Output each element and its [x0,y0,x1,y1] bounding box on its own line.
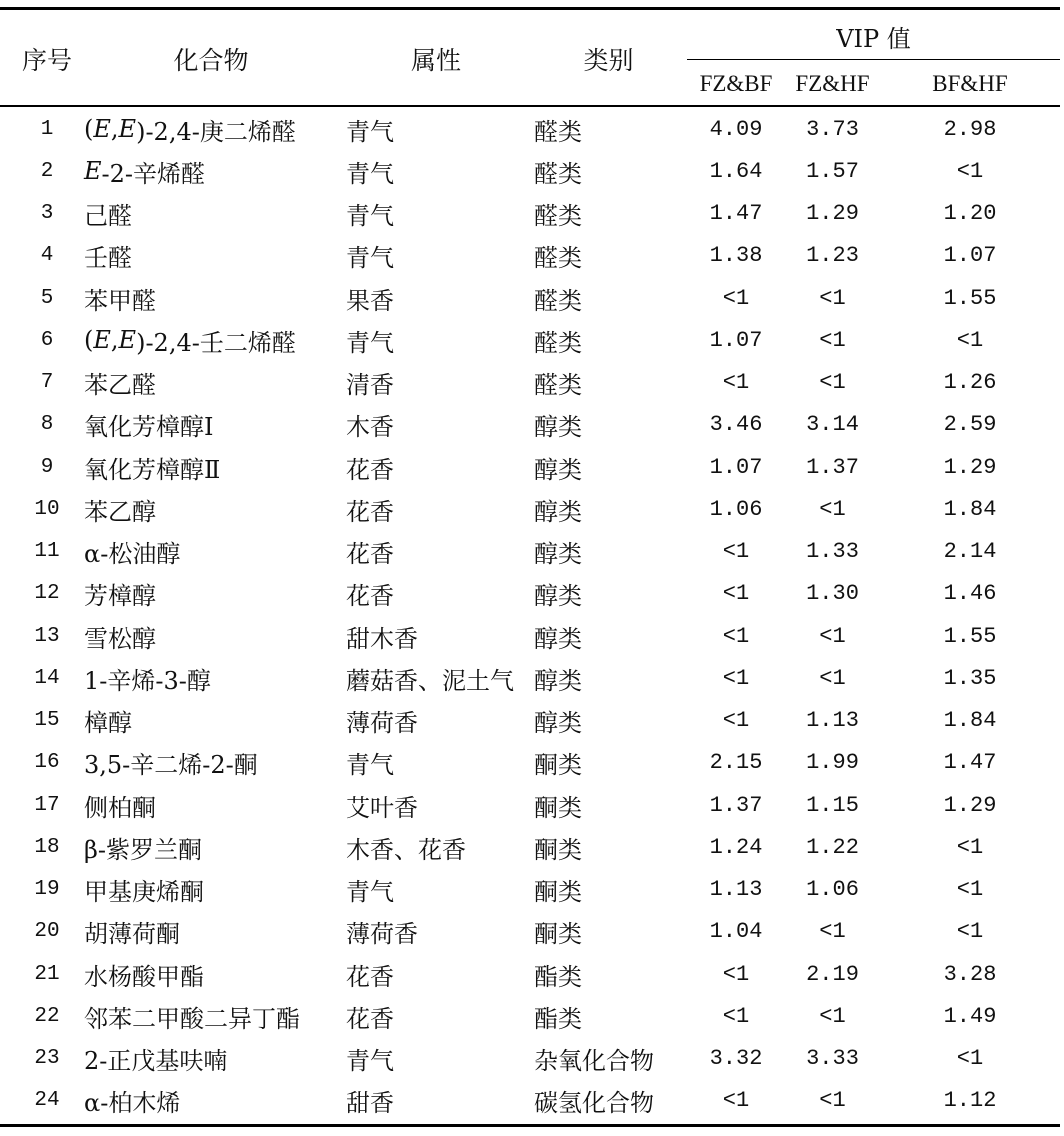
cell-attribute: 花香 [346,497,394,526]
cell-category: 醇类 [534,624,582,653]
cell-compound: 胡薄荷酮 [84,920,180,949]
table-row [0,1038,1060,1080]
header-fz-bf: FZ&BF [699,70,773,96]
cell-attribute: 花香 [346,962,394,991]
header-compound: 化合物 [173,45,249,75]
table-row [0,657,1060,699]
cell-vip-fz-bf: <1 [722,370,750,396]
cell-no: 19 [34,878,60,902]
cell-attribute: 青气 [346,159,394,188]
cell-vip-bf-hf: 1.35 [943,665,997,691]
cell-vip-fz-bf: 2.15 [709,750,763,776]
cell-attribute: 木香、花香 [346,835,466,864]
cell-category: 碳氢化合物 [534,1089,654,1118]
cell-compound: 己醛 [84,202,132,231]
cell-vip-fz-hf: 1.06 [806,877,859,903]
cell-compound: 甲基庚烯酮 [84,878,204,907]
cell-attribute: 青气 [346,1047,394,1076]
cell-vip-fz-hf: 3.14 [806,412,859,438]
table-row [0,531,1060,573]
table-row [0,826,1060,868]
cell-attribute: 薄荷香 [346,920,418,949]
cell-vip-bf-hf: <1 [956,919,984,945]
table-row [0,319,1060,361]
cell-attribute: 甜香 [346,1089,394,1118]
cell-vip-fz-hf: 1.37 [806,454,859,480]
cell-no: 11 [34,540,60,564]
cell-no: 3 [40,202,54,226]
cell-vip-fz-hf: <1 [819,285,846,311]
cell-category: 酮类 [534,878,582,907]
cell-no: 6 [40,328,54,352]
cell-category: 醇类 [534,413,582,442]
cell-no: 13 [34,624,60,648]
cell-vip-fz-hf: 3.73 [806,116,859,142]
cell-attribute: 花香 [346,582,394,611]
cell-vip-fz-bf: <1 [722,581,750,607]
cell-vip-fz-bf: 1.24 [709,834,763,860]
cell-compound: 苯乙醇 [84,497,156,526]
cell-no: 2 [40,159,54,183]
cell-compound: 壬醛 [84,244,132,273]
cell-vip-fz-hf: <1 [819,496,846,522]
cell-category: 醇类 [534,582,582,611]
cell-vip-bf-hf: 1.55 [943,623,997,649]
cell-compound: 邻苯二甲酸二异丁酯 [84,1004,300,1033]
table-row [0,615,1060,657]
cell-vip-fz-hf: 1.57 [806,158,859,184]
table-row [0,700,1060,742]
cell-attribute: 青气 [346,202,394,231]
cell-category: 酮类 [534,920,582,949]
table-row [0,784,1060,826]
cell-vip-bf-hf: 1.07 [943,243,997,269]
table-row [0,404,1060,446]
cell-vip-fz-hf: <1 [819,1003,846,1029]
cell-no: 20 [34,920,60,944]
cell-category: 酯类 [534,1004,582,1033]
cell-attribute: 甜木香 [346,624,418,653]
cell-no: 21 [34,962,60,986]
cell-vip-fz-hf: <1 [819,919,846,945]
table-row [0,742,1060,784]
cell-compound: 苯乙醛 [84,371,156,400]
cell-vip-fz-hf: <1 [819,623,846,649]
cell-attribute: 青气 [346,244,394,273]
cell-category: 醛类 [534,371,582,400]
cell-no: 8 [40,413,54,437]
cell-no: 17 [34,793,60,817]
header-fz-hf: FZ&HF [795,70,870,96]
cell-attribute: 青气 [346,878,394,907]
cell-attribute: 青气 [346,117,394,146]
cell-vip-fz-bf: 4.09 [709,116,763,142]
cell-no: 10 [34,497,60,521]
cell-vip-fz-bf: 3.46 [709,412,763,438]
cell-compound: α-柏木烯 [84,1089,181,1118]
cell-attribute: 青气 [346,328,394,357]
cell-no: 23 [34,1047,60,1071]
cell-category: 醛类 [534,328,582,357]
table-row [0,108,1060,150]
table-row [0,446,1060,488]
cell-category: 醛类 [534,202,582,231]
cell-vip-bf-hf: 1.84 [943,496,997,522]
cell-vip-bf-hf: 2.59 [943,412,997,438]
table-row [0,193,1060,235]
cell-vip-bf-hf: 1.20 [943,201,997,227]
cell-attribute: 花香 [346,455,394,484]
cell-no: 7 [40,371,54,395]
cell-no: 12 [34,582,60,606]
cell-attribute: 木香 [346,413,394,442]
cell-vip-fz-hf: <1 [819,665,846,691]
cell-category: 杂氧化合物 [534,1047,654,1076]
cell-vip-fz-bf: 1.64 [709,158,763,184]
cell-vip-bf-hf: <1 [956,877,984,903]
cell-vip-fz-bf: 1.38 [709,243,763,269]
cell-compound: 苯甲醛 [84,286,156,315]
cell-no: 1 [40,117,54,141]
header-vip: VIP 值 [687,10,1060,60]
cell-category: 醇类 [534,666,582,695]
cell-vip-fz-bf: <1 [722,285,750,311]
table-row [0,1080,1060,1122]
cell-compound: β-紫罗兰酮 [84,835,202,864]
cell-vip-bf-hf: <1 [956,1046,984,1072]
cell-vip-fz-bf: <1 [722,1088,750,1114]
table-row [0,911,1060,953]
cell-no: 4 [40,244,54,268]
cell-compound: 2-正戊基呋喃 [84,1047,228,1076]
cell-vip-fz-hf: 1.99 [806,750,859,776]
header-category: 类别 [583,45,634,75]
cell-category: 酮类 [534,751,582,780]
cell-compound: ( E , E )-2,4-壬二烯醛 [84,326,296,357]
table-row [0,573,1060,615]
cell-vip-bf-hf: 1.49 [943,1003,997,1029]
cell-attribute: 清香 [346,371,394,400]
cell-category: 醇类 [534,540,582,569]
header-attribute: 属性 [410,45,461,75]
cell-compound: 侧柏酮 [84,793,156,822]
cell-vip-fz-bf: 1.07 [709,327,763,353]
cell-vip-bf-hf: 2.98 [943,116,997,142]
cell-compound: 3,5-辛二烯-2-酮 [84,751,258,780]
cell-compound: ( E , E )-2,4-庚二烯醛 [84,115,296,146]
table-row [0,277,1060,319]
cell-compound: 氧化芳樟醇Ⅰ [84,413,214,442]
cell-no: 14 [34,666,60,690]
cell-compound: 芳樟醇 [84,582,156,611]
cell-vip-fz-bf: <1 [722,708,750,734]
cell-attribute: 青气 [346,751,394,780]
cell-vip-bf-hf: 1.29 [943,454,997,480]
cell-vip-bf-hf: 1.26 [943,370,997,396]
table-row [0,869,1060,911]
cell-attribute: 薄荷香 [346,709,418,738]
cell-vip-fz-hf: 1.15 [806,792,859,818]
cell-attribute: 花香 [346,1004,394,1033]
cell-vip-fz-bf: 1.06 [709,496,763,522]
header-bf-hf: BF&HF [932,70,1008,96]
cell-category: 醛类 [534,159,582,188]
cell-category: 醇类 [534,497,582,526]
cell-category: 醛类 [534,244,582,273]
cell-no: 18 [34,835,60,859]
cell-vip-fz-hf: 2.19 [806,961,859,987]
cell-vip-bf-hf: 1.29 [943,792,997,818]
cell-vip-fz-bf: 1.07 [709,454,763,480]
cell-vip-fz-bf: 1.04 [709,919,763,945]
cell-vip-fz-bf: <1 [722,539,750,565]
cell-vip-fz-hf: 1.29 [806,201,859,227]
cell-category: 醇类 [534,709,582,738]
table-row [0,995,1060,1037]
cell-vip-fz-hf: <1 [819,370,846,396]
cell-no: 24 [34,1089,60,1113]
cell-vip-fz-bf: <1 [722,623,750,649]
cell-attribute: 果香 [346,286,394,315]
cell-vip-fz-bf: 3.32 [709,1046,763,1072]
cell-vip-fz-bf: <1 [722,961,750,987]
cell-vip-fz-hf: 1.33 [806,539,859,565]
cell-vip-fz-hf: 1.13 [806,708,859,734]
cell-compound: 雪松醇 [84,624,156,653]
cell-attribute: 蘑菇香、泥土气 [346,666,514,695]
cell-no: 22 [34,1004,60,1028]
cell-compound: E -2-辛烯醛 [84,157,206,188]
cell-vip-fz-bf: 1.37 [709,792,763,818]
cell-vip-fz-hf: 1.22 [806,834,859,860]
cell-no: 9 [40,455,54,479]
cell-no: 15 [34,709,60,733]
cell-vip-fz-bf: 1.47 [709,201,763,227]
cell-vip-fz-bf: 1.13 [709,877,763,903]
cell-no: 5 [40,286,54,310]
cell-category: 酮类 [534,793,582,822]
cell-vip-fz-hf: 3.33 [806,1046,859,1072]
cell-vip-bf-hf: 1.84 [943,708,997,734]
cell-vip-bf-hf: 1.12 [943,1088,997,1114]
cell-vip-bf-hf: <1 [956,158,984,184]
table-row [0,953,1060,995]
cell-vip-fz-bf: <1 [722,1003,750,1029]
cell-vip-fz-bf: <1 [722,665,750,691]
cell-compound: α-松油醇 [84,540,181,569]
cell-vip-bf-hf: 1.46 [943,581,997,607]
table-row [0,235,1060,277]
cell-vip-bf-hf: <1 [956,834,984,860]
cell-compound: 樟醇 [84,709,132,738]
cell-vip-bf-hf: 3.28 [943,961,997,987]
cell-category: 醛类 [534,117,582,146]
cell-no: 16 [34,751,60,775]
cell-vip-fz-hf: 1.23 [806,243,859,269]
cell-category: 醛类 [534,286,582,315]
table-bottom-rule [0,1124,1060,1127]
cell-category: 醇类 [534,455,582,484]
cell-compound: 氧化芳樟醇Ⅱ [84,455,221,484]
cell-vip-bf-hf: 2.14 [943,539,997,565]
cell-category: 酮类 [534,835,582,864]
table-body [0,108,1060,1122]
cell-vip-bf-hf: 1.47 [943,750,997,776]
cell-category: 酯类 [534,962,582,991]
cell-vip-fz-hf: <1 [819,327,846,353]
cell-compound: 1-辛烯-3-醇 [84,666,211,695]
table-row [0,488,1060,530]
table-row [0,150,1060,192]
cell-vip-fz-hf: <1 [819,1088,846,1114]
cell-vip-fz-hf: 1.30 [806,581,859,607]
cell-attribute: 花香 [346,540,394,569]
header-no: 序号 [21,45,72,75]
cell-attribute: 艾叶香 [346,793,418,822]
cell-vip-bf-hf: 1.55 [943,285,997,311]
table-header [0,10,1060,107]
cell-vip-bf-hf: <1 [956,327,984,353]
table-row [0,362,1060,404]
cell-compound: 水杨酸甲酯 [84,962,204,991]
